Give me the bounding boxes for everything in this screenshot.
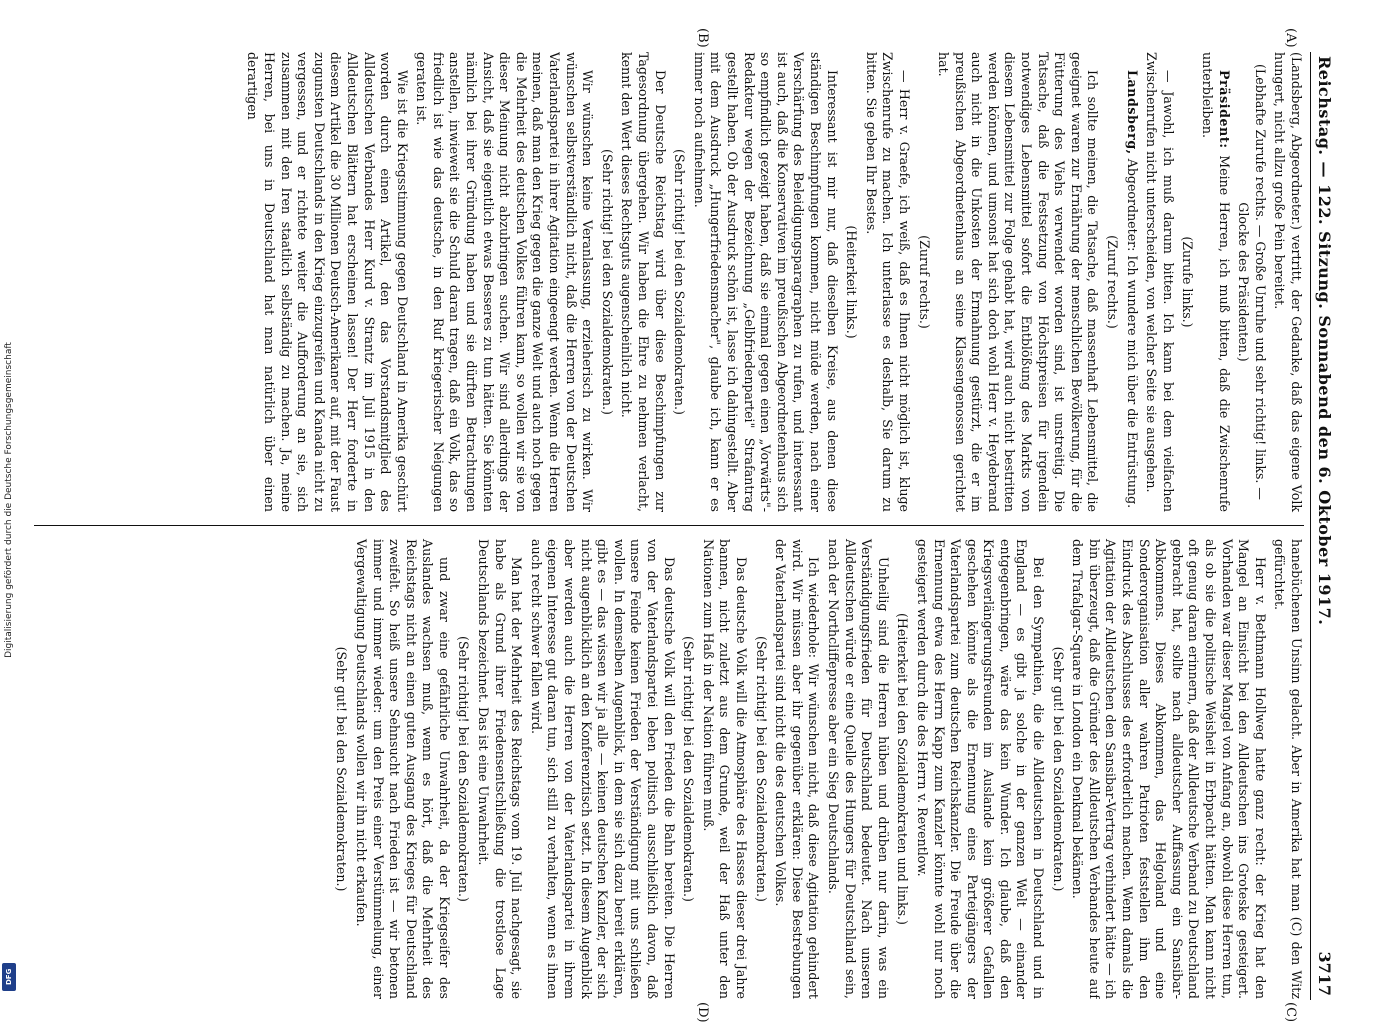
right-column (34, 531, 1304, 999)
rotated-page (28, 28, 1350, 1023)
interjection: (Zurufe links.) (1180, 236, 1196, 328)
interjection: (Sehr gut! bei den Sozialdemokraten.) (334, 646, 350, 892)
body-paragraph: Ich sollte meinen, die Tatsache, daß massenhaft Lebensmittel, die geeignet waren zur Ernährung der menschlichen Bevölkerung, für die Fütterung des Viehs verwendet worden sind, ist unstreitig. Die Tatsache, daß die Festsetzung von Höchstpreisen für irgendein notwendiges Lebensmittel sofort die Entblößung des Markts von diesem Lebensmittel zur Folge gehabt hat, wird auch nicht bestritten werden können, und umsonst hat sich doch wohl Herr v. Heydebrand auch nicht in die Unkosten der Ermahnung gestürzt, die er im preußischen Abgeordnetenhaus an seine Klassengenossen gerichtet hat. (936, 52, 1101, 512)
interjection: (Sehr richtig! bei den Sozialdemokraten.) (681, 636, 697, 902)
body-paragraph: Interessant ist mir nur, daß dieselben Kreise, aus denen diese ständigen Beschimpfungen kommen, nicht müde werden, nach einer Verschärfung des Beleidigungsparagraphen zu rufen, und interessant ist auch, daß die Konservativen im preußischen Abgeordnetenhaus sich so empfindlich gezeigt haben, daß sie einmal gegen einen „Vorwärts"-Redakteur wegen der Bezeichnung „Gelbfriedenpartei" Strafantrag gestellt haben. Ob der Ausdruck schön ist, lasse ich dahingestellt. Aber mit dem Ausdruck „Hungerfriedensmacher", glaube ich, kann er es immer noch aufnehmen. (691, 52, 840, 512)
body-paragraph: und zwar eine gefährliche Unwahrheit, da der Kriegseifer des Auslandes wachsen muß, wenn es hört, daß die Mehrheit des Reichstags nicht an einen guten Ausgang des Krieges für Deutschland zweifelt. So heiß unsere Sehnsucht nach Frieden ist — wir betonen immer und immer wieder: um den Preis einer Verstümmelung, einer Vergewaltigung Deutschlands wollen wir ihn nicht erkaufen. (353, 539, 452, 999)
body-paragraph: Man hat der Mehrheit des Reichstags vom 19. Juli nachgesagt, sie habe als Grund ihrer Friedensentschließung die trostlose Lage Deutschlands bezeichnet. Das ist eine Unwahrheit. (476, 539, 525, 999)
interjection: (Sehr gut! bei den Sozialdemokraten.) (1050, 646, 1066, 892)
interjection: (Sehr richtig! bei den Sozialdemokraten.) (753, 636, 769, 902)
margin-mark-d: (D) (695, 1002, 710, 1023)
page-header (1310, 52, 1350, 1000)
body-paragraph: Bei den Sympathien, die die Alldeutschen in Deutschland und in England — es gibt ja solche in der ganzen Welt — einander entgegenbringen, wäre das kein Wunder. Ich glaube, daß den Kriegsverlängerungsfreunden im Auslande kein größerer Gefallen geschehen könnte als die Ernennung eines Parteigängers der Vaterlandspartei zum deutschen Reichskanzler. Die Freude über die Ernennung etwa des Herrn Kapp zum Kanzler könnte wohl nur noch gesteigert werden durch die des Herrn v. Reventlow. (914, 539, 1047, 999)
speech-text: Meine Herren, ich muß bitten, daß die Zwischenrufe unterbleiben. (1200, 52, 1232, 512)
margin-mark-c: (C) (1283, 1002, 1298, 1023)
dfg-logo: DFG (2, 963, 16, 991)
interjection: (Sehr richtig! bei den Sozialdemokraten.) (672, 149, 688, 415)
text-columns (34, 52, 1304, 1000)
margin-mark-a: (A) (1283, 28, 1298, 48)
body-paragraph: Das deutsche Volk will den Frieden die Bahn bereiten. Die Herren von der Vaterlandspartei leben politisch ausschließlich davon, daß unsere Feinde keinen Frieden der Verständigung mit uns schließen wollen. In demselben Augenblick, in dem sie sich dazu bereit erklären, gibt es — das wissen wir ja alle — keinen deutschen Kanzler, der sich nicht augenblicklich an den Konferenztisch setzt. In diesem Augenblick aber werden auch die Herren von der Vaterlandspartei in ihrem eigenen Interesse gut daran tun, sich still zu verhalten, wenn es ihnen auch recht schwer fallen wird. (528, 539, 677, 999)
interjection: (Zuruf rechts.) (916, 235, 932, 329)
digitization-strip (0, 0, 18, 1000)
speaker-name: Landsberg, (1124, 70, 1140, 155)
margin-mark-b: (B) (695, 28, 710, 48)
body-paragraph: Das deutsche Volk will die Atmosphäre des Hasses dieser drei Jahre bannen, nicht zuletzt aus dem Grunde, weil der Haß unter den Nationen zum Haß in der Nation führen muß. (700, 539, 749, 999)
digitization-notice: Digitalisierung gefördert durch die Deutsche Forschungsgemeinschaft (4, 342, 14, 658)
interjection: (Sehr richtig! bei den Sozialdemokraten.) (456, 636, 472, 902)
running-head: Reichstag. — 122. Sitzung. Sonnabend den 6. Oktober 1917. (1315, 56, 1334, 626)
body-paragraph: Wir wünschen keine Veranlassung, erzieherisch zu wirken. Wir wünschen selbstverständlich nicht, daß die Herren von der Deutschen Vaterlandspartei in ihrer Agitation eingeengt werden. Wenn die Herren meinen, daß man den Krieg gegen die ganze Welt und auch noch gegen die Mehrheit des deutschen Volkes führen kann, so wollen wir sie von dieser Meinung nicht abzubringen suchen. Wir sind allerdings der Ansicht, daß sie eigentlich etwas Besseres zu tun hätten. Sie könnten nämlich bei ihrer Gründung haben und sie dürften Betrachtungen anstellen, inwieweit sie die Schuld daran tragen, daß ein Volk, das so friedlich ist wie das deutsche, in den Ruf kriegerischer Neigungen geraten ist. (414, 52, 596, 512)
body-paragraph: — Jawohl, ich muß darum bitten. Ich kann bei dem vielfachen Zwischenrufen nicht unterscheiden, von welcher Seite sie ausgehen. (1144, 52, 1176, 512)
interjection: (Heiterkeit bei den Sozialdemokraten und links.) (895, 613, 911, 925)
interjection: (Sehr richtig! bei den Sozialdemokraten.) (599, 149, 615, 415)
interjection: (Lebhafte Zurufe rechts. — Große Unruhe und sehr richtig! links. — Glocke des Präsidenten.) (1236, 63, 1268, 501)
body-paragraph: Ich wiederhole: Wir wünschen nicht, daß diese Agitation gehindert wird. Wir müssen aber ihr gegenüber erklären: Diese Bestrebungen der Vaterlandspartei sind nicht die des deutschen Volkes. (773, 539, 822, 999)
interjection: (Heiterkeit links.) (844, 225, 860, 339)
speaker-name: Präsident: (1216, 70, 1232, 149)
speaker-paragraph (1123, 52, 1140, 512)
body-paragraph: Wie ist die Kriegsstimmung gegen Deutschland in Amerika geschürt worden durch einen Artikel, den das Vorstandsmitglied des Alldeutschen Verbandes Herr Kurd v. Strantz im Juli 1915 in den Alldeutschen Blättern hat erscheinen lassen! Der Herr forderte in diesem Artikel die 30 Millionen Deutsch-Amerikaner auf, mit der Faust zugunsten Deutschlands in den Krieg einzugreifen und Kanada nicht zu vergessen, und er richtete weiter die Aufforderung an sie, sich zusammen mit den Iren staatlich selbständig zu machen. Ja, meine Herren, bei uns in Deutschland hat man natürlich über einen derartigen (245, 52, 410, 512)
speech-text: Abgeordneter: Ich wundere mich über die Entrüstung. (1124, 158, 1140, 509)
body-paragraph: — Herr v. Graefe, ich weiß, daß es Ihnen nicht möglich ist, kluge Zwischenrufe zu machen. Ich unterlasse es deshalb, Sie darum zu bitten. Sie geben Ihr Bestes. (863, 52, 912, 512)
body-paragraph: Der Deutsche Reichstag wird über diese Beschimpfungen zur Tagesordnung übergehen. Wir haben die Ehre zu nehmen verlacht, kennt den Wert dieses Rechtsguts augenscheinlich nicht. (619, 52, 668, 512)
column-divider (34, 525, 1304, 526)
body-paragraph: Herr v. Bethmann Hollweg hatte ganz recht: der Krieg hat den Mangel an Einsicht bei den Alldeutschen ins Groteske gesteigert. Vorhanden war dieser Mangel von Anfang an, obwohl diese Herren tun, als ob sie die politische Weisheit in Erbpacht hätten. Man kann nicht oft genug daran erinnern, daß der Alldeutsche Verband zu Deutschland gebracht hat, sollte nach alldeutscher Auffassung ein Sansibar-Abkommens. Dieses Abkommen, das Helgoland und eine Sonderorganisation aller wahren Patrioten feststellen ihm den Eindruck des Abschlusses des erforderlich machen. Wenn damals die Agitation der Alldeutschen den Sansibar-Vertrag verhindert hätte — ich bin überzeugt, daß die Gründer des Alldeutschen Verbandes heute auf dem Trafalgar-Square in London ein Denkmal bekämen. (1070, 539, 1268, 999)
interjection: (Zuruf rechts.) (1105, 235, 1121, 329)
speaker-paragraph (1198, 52, 1231, 512)
body-paragraph: hanebüchenen Unsinn gelacht. Aber in Amerika hat man (C) den Witz gefürchtet. (1272, 539, 1304, 999)
page-number: 3717 (1315, 951, 1334, 996)
body-paragraph: Unheilig sind die Herren hüben und drüben nur darin, was ein Verständigungsfrieden für Deutschland bedeutet. Nach unseren Alldeutschen würde er eine Quelle des Hungers für Deutschland sein, nach der Northcliffepresse aber ein Sieg Deutschlands. (825, 539, 891, 999)
body-paragraph: (Landsberg, Abgeordneter.) vertritt, der Gedanke, daß das eigene Volk hungert, nicht allzu große Pein bereitet. (1272, 52, 1304, 512)
left-column (34, 52, 1304, 520)
